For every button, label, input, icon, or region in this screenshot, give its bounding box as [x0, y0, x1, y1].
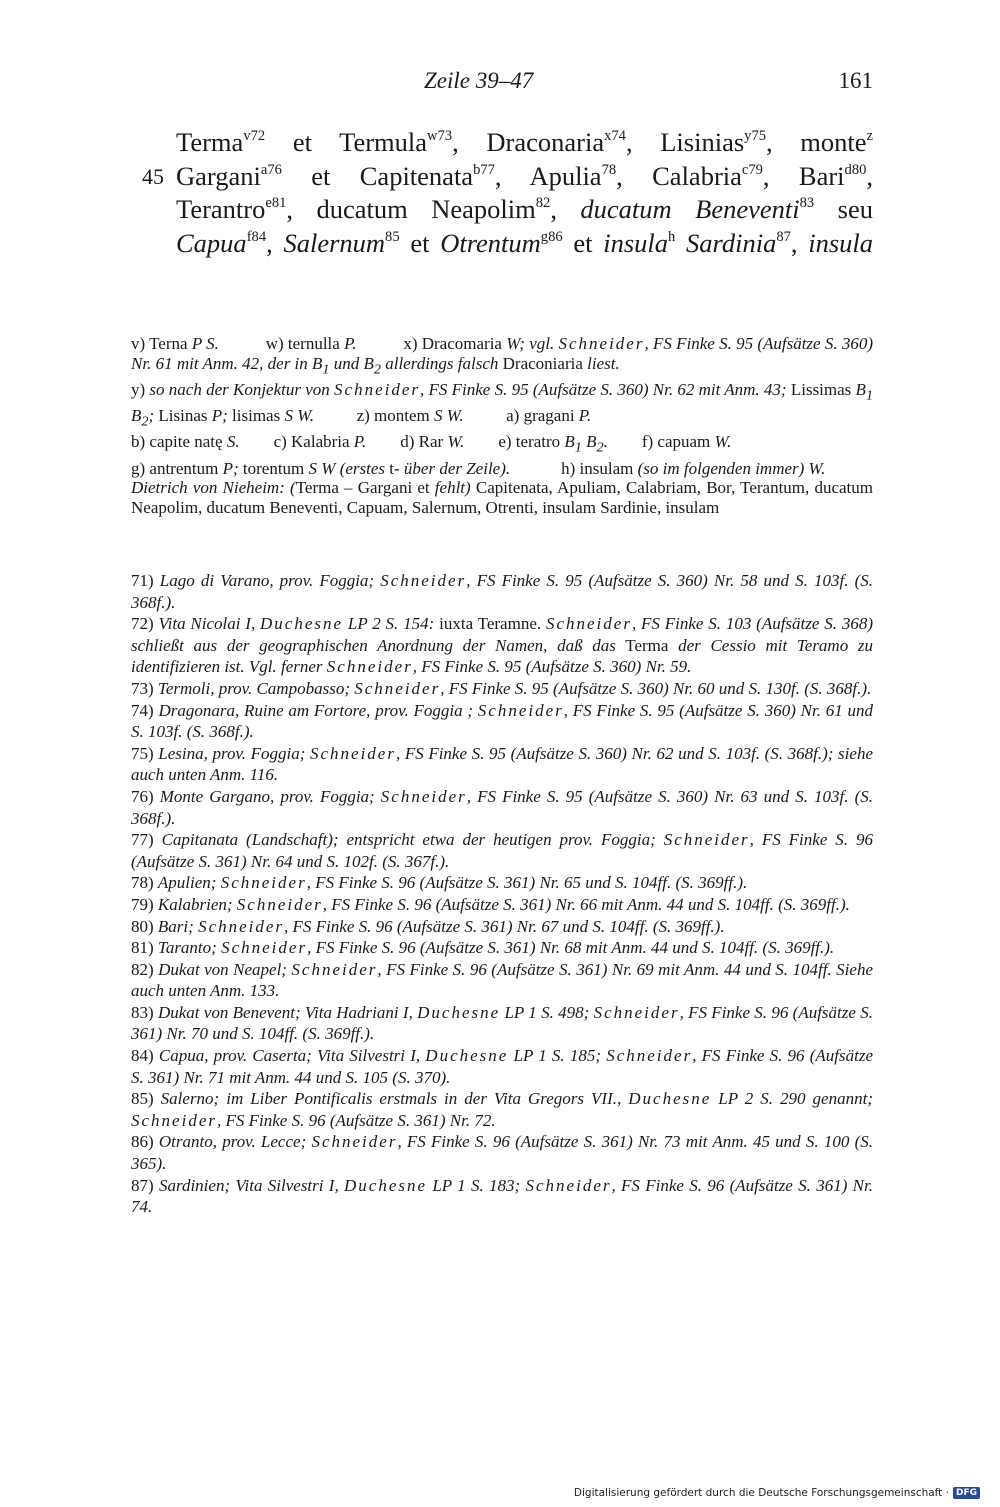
note-73: 73) Termoli, prov. Campobasso; Schneider, FS Finke S. 95 (Aufsätze S. 360) Nr. 60 und S. 130f. (S. 368f.). — [131, 678, 872, 698]
apparatus-entry: g) antrentum P; torentum S W (erstes t- über der Zeile). h) insulam (so im folgenden immer) W. — [131, 458, 826, 478]
page-number: 161 — [838, 68, 873, 93]
note-78: 78) Apulien; Schneider, FS Finke S. 96 (Aufsätze S. 361) Nr. 65 und S. 104ff. (S. 369ff.). — [131, 873, 748, 893]
apparatus-entry: y) so nach der Konjektur von Schneider, FS Finke S. 95 (Aufsätze S. 360) Nr. 62 mit Anm. 43; Lissimas $B_1$ $B_2$; Lisinas P; lisimas S W. z) montem S W. a) gragani P. — [131, 379, 874, 430]
note-80: 80) Bari; Schneider, FS Finke S. 96 (Aufsätze S. 361) Nr. 67 und S. 104ff. (S. 369ff.). — [131, 916, 725, 936]
main-text — [142, 126, 874, 260]
dfg-logo-icon: DFG — [953, 1487, 980, 1499]
page-header — [131, 68, 873, 102]
note-86: 86) Otranto, prov. Lecce; Schneider, FS Finke S. 96 (Aufsätze S. 361) Nr. 73 mit Anm. 45 und S. 100 (S. 365). — [131, 1132, 873, 1174]
note-84: 84) Capua, prov. Caserta; Vita Silvestri I, Duchesne LP 1 S. 185; Schneider, FS Finke S. 96 (Aufsätze S. 361) Nr. 71 mit Anm. 44 und S. 105 (S. 370). — [131, 1046, 873, 1087]
note-72: 72) Vita Nicolai I, Duchesne LP 2 S. 154: iuxta Teramne. Schneider, FS Finke S. 103 (Aufsätze S. 368) schließt aus der geographischen Anordnung der Namen, daß das Terma der Cessio mit Teramo zu identifizieren ist. Vgl. ferner Schneider, FS Finke S. 95 (Aufsätze S. 360) Nr. 59. — [131, 614, 873, 677]
note-71: 71) Lago di Varano, prov. Foggia; Schneider, FS Finke S. 95 (Aufsätze S. 360) Nr. 58 und S. 103f. (S. 368f.). — [131, 571, 873, 612]
line-number: 45 — [142, 163, 164, 189]
note-85: 85) Salerno; im Liber Pontificalis erstmals in der Vita Gregors VII., Duchesne LP 2 S. 290 genannt; Schneider, FS Finke S. 96 (Aufsätze S. 361) Nr. 72. — [131, 1089, 873, 1130]
note-74: 74) Dragonara, Ruine am Fortore, prov. Foggia ; Schneider, FS Finke S. 95 (Aufsätze S. 360) Nr. 61 und S. 103f. (S. 368f.). — [131, 700, 873, 742]
main-line: Terma$^{v72}$ et Termula$^{w73}$, Draconaria$^{x74}$, Lisinias$^{y75}$, monte$^z$ — [176, 127, 873, 157]
main-line: Terantro$^{e81}$, ducatum Neapolim$^{82}$, ducatum Beneventi$^{83}$ seu — [176, 194, 874, 224]
apparatus-entry: Dietrich von Nieheim: (Terma – Gargani et fehlt) Capitenata, Apuliam, Calabriam, Bor, Terantum, ducatum Neapolim, ducatum Beneventi, Capuam, Salernum, Otrenti, insulam Sardinie, insulam — [131, 478, 873, 518]
running-title: Zeile 39–47 — [424, 68, 534, 93]
critical-apparatus — [131, 334, 873, 518]
main-line: Capua$^{f84}$, Salernum$^{85}$ et Otrentum$^{g86}$ et insula$^h$ Sardinia$^{87}$, insula — [176, 227, 874, 258]
main-line: 45 Gargani$^{a76}$ et Capitenata$^{b77}$, Apulia$^{78}$, Calabria$^{c79}$, Bari$^{d80}$, — [176, 160, 873, 194]
note-83: 83) Dukat von Benevent; Vita Hadriani I, Duchesne LP 1 S. 498; Schneider, FS Finke S. 96 (Aufsätze S. 361) Nr. 70 und S. 104ff. (S. 369ff.). — [131, 1002, 873, 1044]
note-77: 77) Capitanata (Landschaft); entspricht etwa der heutigen prov. Foggia; Schneider, FS Finke S. 96 (Aufsätze S. 361) Nr. 64 und S. 102f. (S. 367f.). — [131, 830, 873, 871]
apparatus-entry: b) capite natę S. c) Kalabria P. d) Rar W. e) teratro $B_1$ $B_2$. f) capuam W. — [131, 432, 732, 456]
note-79: 79) Kalabrien; Schneider, FS Finke S. 96 (Aufsätze S. 361) Nr. 66 mit Anm. 44 und S. 104ff. (S. 369ff.). — [131, 894, 850, 914]
note-75: 75) Lesina, prov. Foggia; Schneider, FS Finke S. 95 (Aufsätze S. 360) Nr. 62 und S. 103f. (S. 368f.); siehe auch unten Anm. 116. — [131, 743, 873, 785]
note-81: 81) Taranto; Schneider, FS Finke S. 96 (Aufsätze S. 361) Nr. 68 mit Anm. 44 und S. 104ff. (S. 369ff.). — [131, 938, 835, 958]
digitization-footer — [574, 1487, 980, 1499]
apparatus-entry: v) Terna P S. w) ternulla P. x) Dracomaria W; vgl. Schneider, FS Finke S. 95 (Aufsätze S. 360) Nr. 61 mit Anm. 42, der in $B_1$ und $B_2$ allerdings falsch Draconiaria liest. — [131, 334, 874, 378]
note-87: 87) Sardinien; Vita Silvestri I, Duchesne LP 1 S. 183; Schneider, FS Finke S. 96 (Aufsätze S. 361) Nr. 74. — [131, 1175, 873, 1217]
note-76: 76) Monte Gargano, prov. Foggia; Schneider, FS Finke S. 95 (Aufsätze S. 360) Nr. 63 und S. 103f. (S. 368f.). — [131, 786, 874, 828]
footer-text: Digitalisierung gefördert durch die Deutsche Forschungsgemeinschaft · — [573, 1487, 949, 1499]
commentary-notes — [131, 570, 873, 1218]
note-82: 82) Dukat von Neapel; Schneider, FS Finke S. 96 (Aufsätze S. 361) Nr. 69 mit Anm. 44 und S. 104ff. Siehe auch unten Anm. 133. — [131, 959, 873, 1001]
